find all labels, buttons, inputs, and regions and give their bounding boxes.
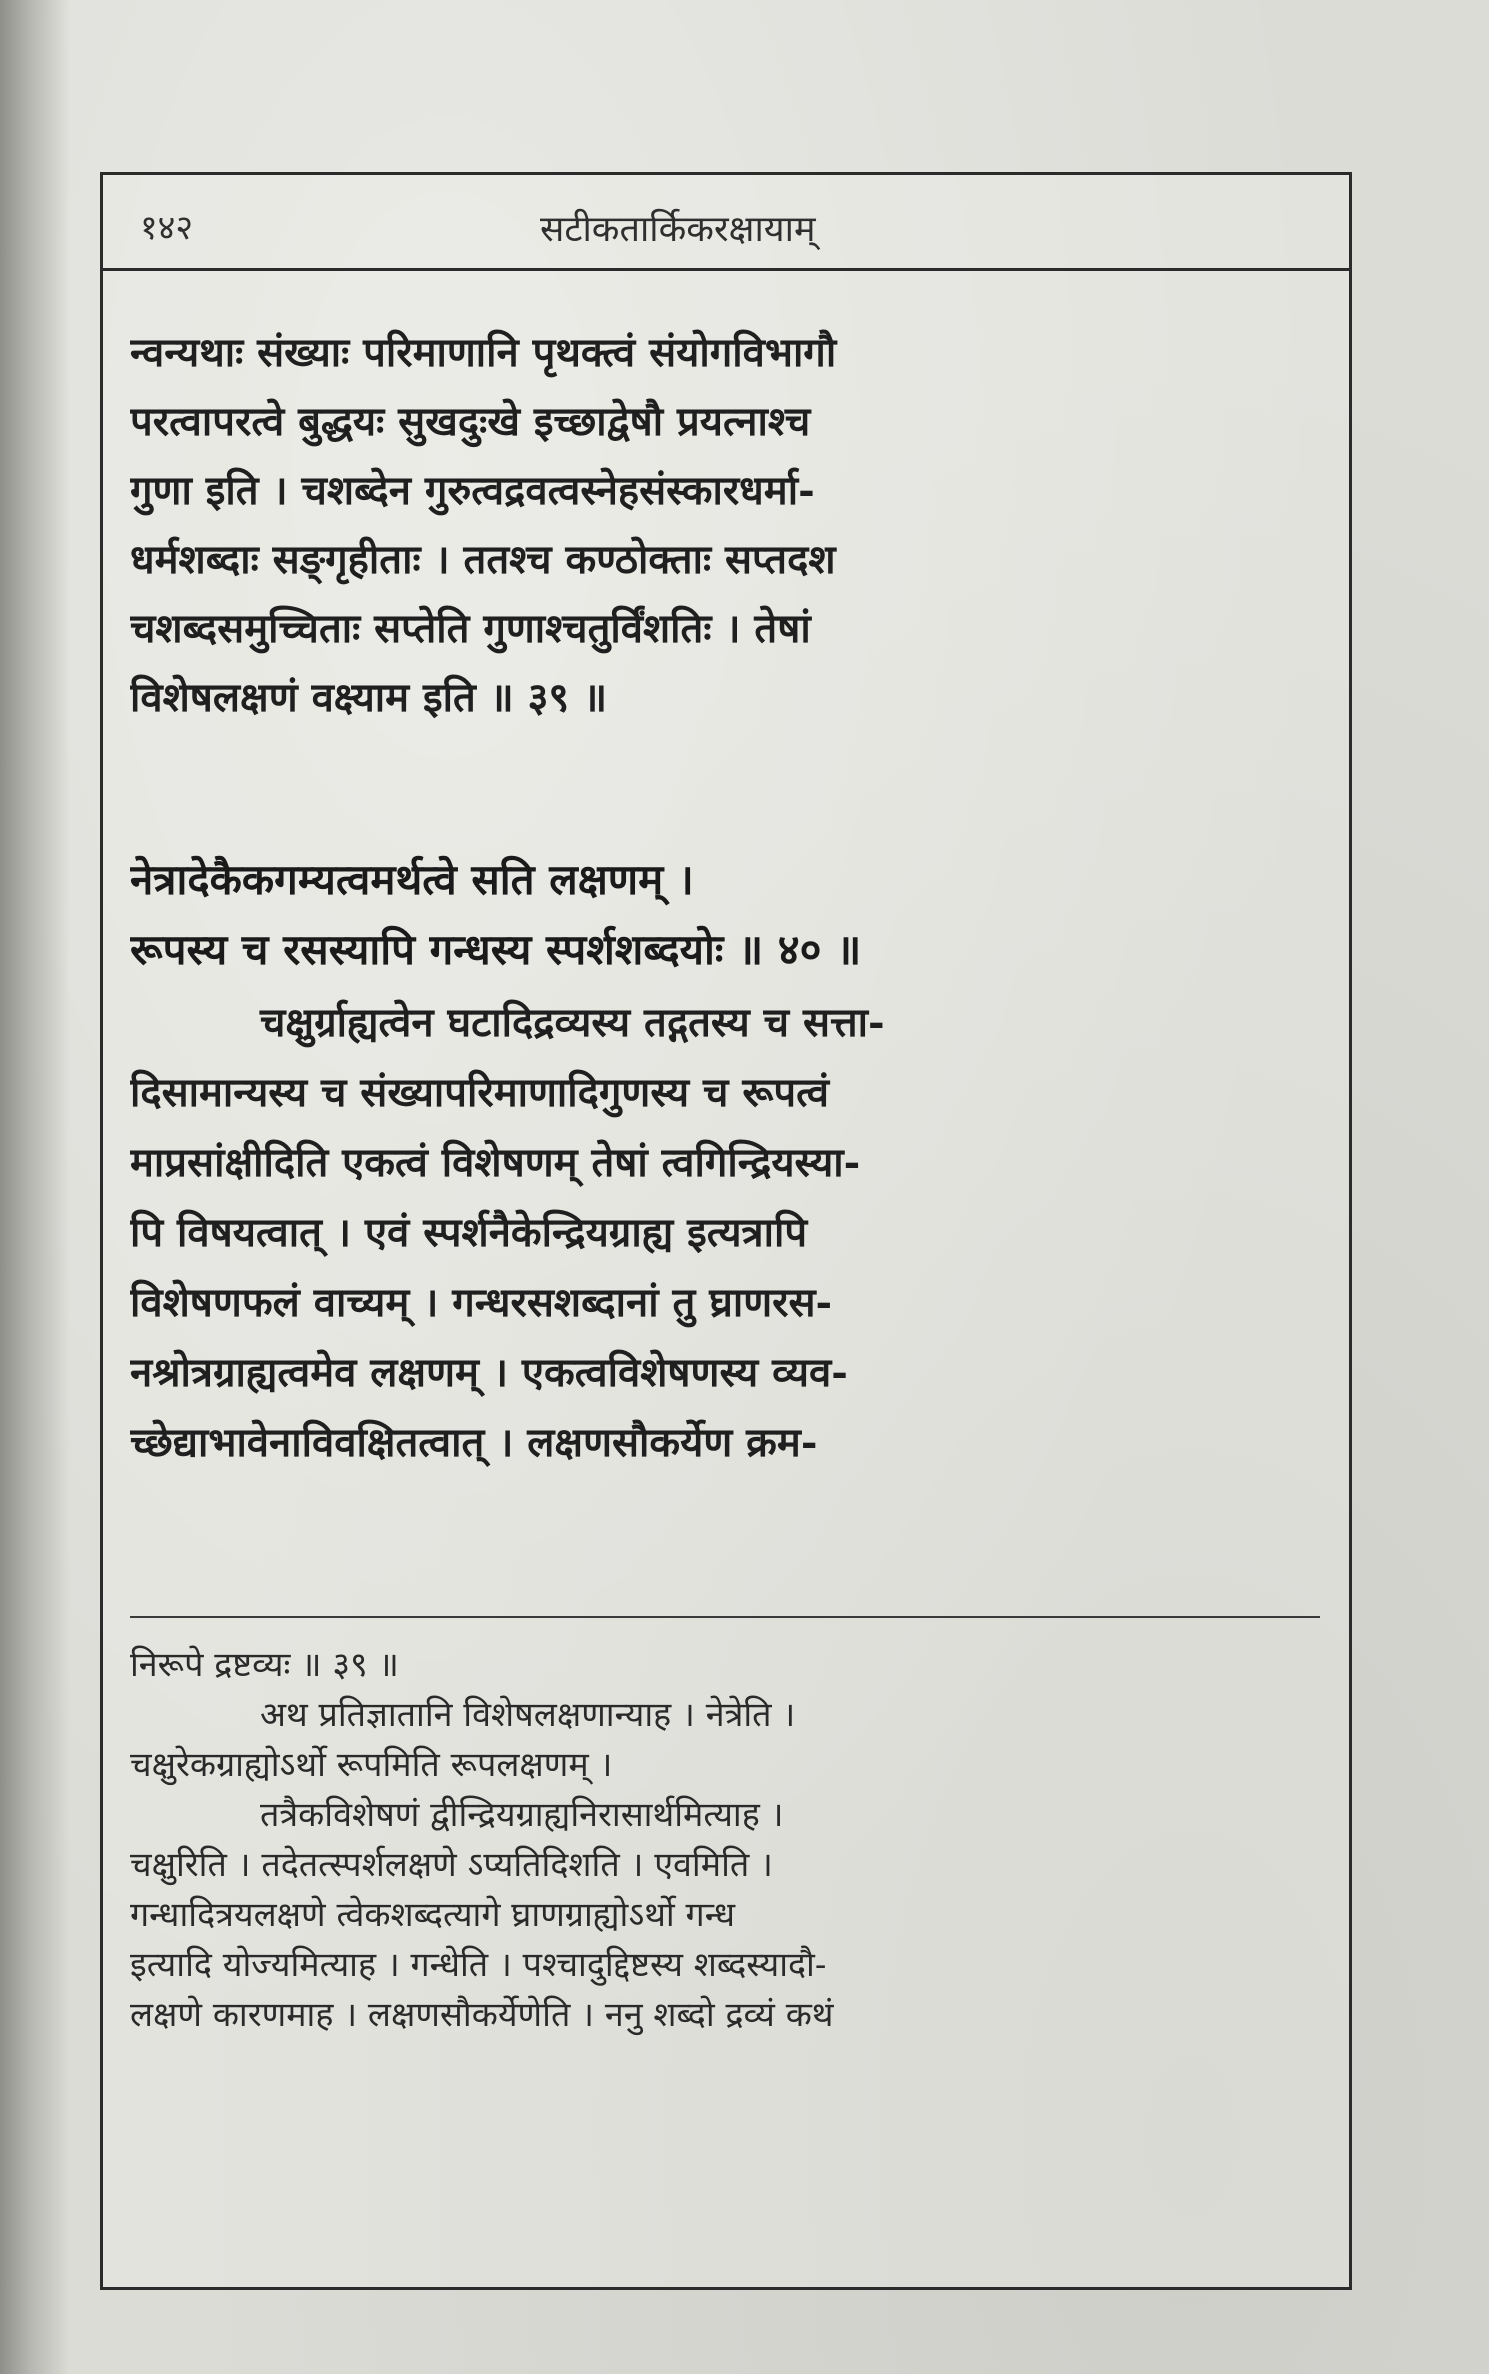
verse-line: नेत्रादेकैकगम्यत्वमर्थत्वे सति लक्षणम् ।: [130, 855, 694, 904]
footnote-line: चक्षुरिति । तदेतत्स्पर्शलक्षणे ऽप्यतिदिशति । एवमिति ।: [130, 1845, 773, 1885]
footnote-line: गन्धादित्रयलक्षणे त्वेकशब्दत्यागे घ्राणग्राह्योऽर्थो गन्ध: [130, 1895, 736, 1935]
footnote-line: लक्षणे कारणमाह । लक्षणसौकर्येणेति । ननु शब्दो द्रव्यं कथं: [130, 1995, 834, 2035]
footnote-line: चक्षुरेकग्राह्योऽर्थो रूपमिति रूपलक्षणम् ।: [130, 1745, 613, 1785]
commentary-block: [130, 988, 1330, 1478]
verse-line: रूपस्य च रसस्यापि गन्धस्य स्पर्शशब्दयोः ॥ ४० ॥: [130, 925, 862, 974]
main-text-line: चशब्दसमुच्चिताः सप्तेति गुणाश्चतुर्विंशतिः । तेषां: [130, 605, 811, 652]
header-rule: [100, 268, 1352, 271]
page-number: १४२: [140, 208, 194, 248]
verse-block: [130, 845, 1330, 985]
commentary-line: माप्रसांक्षीदिति एकत्वं विशेषणम् तेषां त्वगिन्द्रियस्या-: [130, 1139, 861, 1186]
footnote-block: [130, 1640, 1330, 2040]
main-text-line: गुणा इति । चशब्देन गुरुत्वद्रवत्वस्नेहसंस्कारधर्मा-: [130, 467, 815, 514]
commentary-line: दिसामान्यस्य च संख्यापरिमाणादिगुणस्य च रूपत्वं: [130, 1069, 829, 1116]
footnote-line: अथ प्रतिज्ञातानि विशेषलक्षणान्याह । नेत्रेति ।: [260, 1695, 796, 1735]
main-text-line: न्वन्यथाः संख्याः परिमाणानि पृथक्त्वं संयोगविभागौ: [130, 329, 837, 376]
main-text-line: परत्वापरत्वे बुद्धयः सुखदुःखे इच्छाद्वेषौ प्रयत्नाश्च: [130, 398, 811, 445]
commentary-line: पि विषयत्वात् । एवं स्पर्शनैकेन्द्रियग्राह्य इत्यत्रापि: [130, 1209, 808, 1256]
footnote-rule: [130, 1616, 1320, 1618]
commentary-line: नश्रोत्रग्राह्यत्वमेव लक्षणम् । एकत्वविशेषणस्य व्यव-: [130, 1349, 848, 1396]
footnote-line: निरूपे द्रष्टव्यः ॥ ३९ ॥: [130, 1645, 399, 1685]
commentary-line: विशेषणफलं वाच्यम् । गन्धरसशब्दानां तु घ्राणरस-: [130, 1279, 833, 1326]
main-text-line: विशेषलक्षणं वक्ष्याम इति ॥ ३९ ॥: [130, 674, 608, 721]
running-head: सटीकतार्किकरक्षायाम्: [540, 209, 816, 250]
commentary-line: चक्षुर्ग्राह्यत्वेन घटादिद्रव्यस्य तद्गतस्य च सत्ता-: [260, 999, 885, 1046]
book-spine-shadow: [0, 0, 70, 2374]
footnote-line: इत्यादि योज्यमित्याह । गन्धेति । पश्चादुद्दिष्टस्य शब्दस्यादौ-: [130, 1945, 827, 1985]
footnote-line: तत्रैकविशेषणं द्वीन्द्रियग्राह्यनिरासार्थमित्याह ।: [260, 1795, 784, 1835]
main-text-block: [130, 318, 1330, 732]
main-text-line: धर्मशब्दाः सङ्गृहीताः । ततश्च कण्ठोक्ताः सप्तदश: [130, 536, 836, 583]
commentary-line: च्छेद्याभावेनाविवक्षितत्वात् । लक्षणसौकर्येण क्रम-: [130, 1419, 818, 1466]
